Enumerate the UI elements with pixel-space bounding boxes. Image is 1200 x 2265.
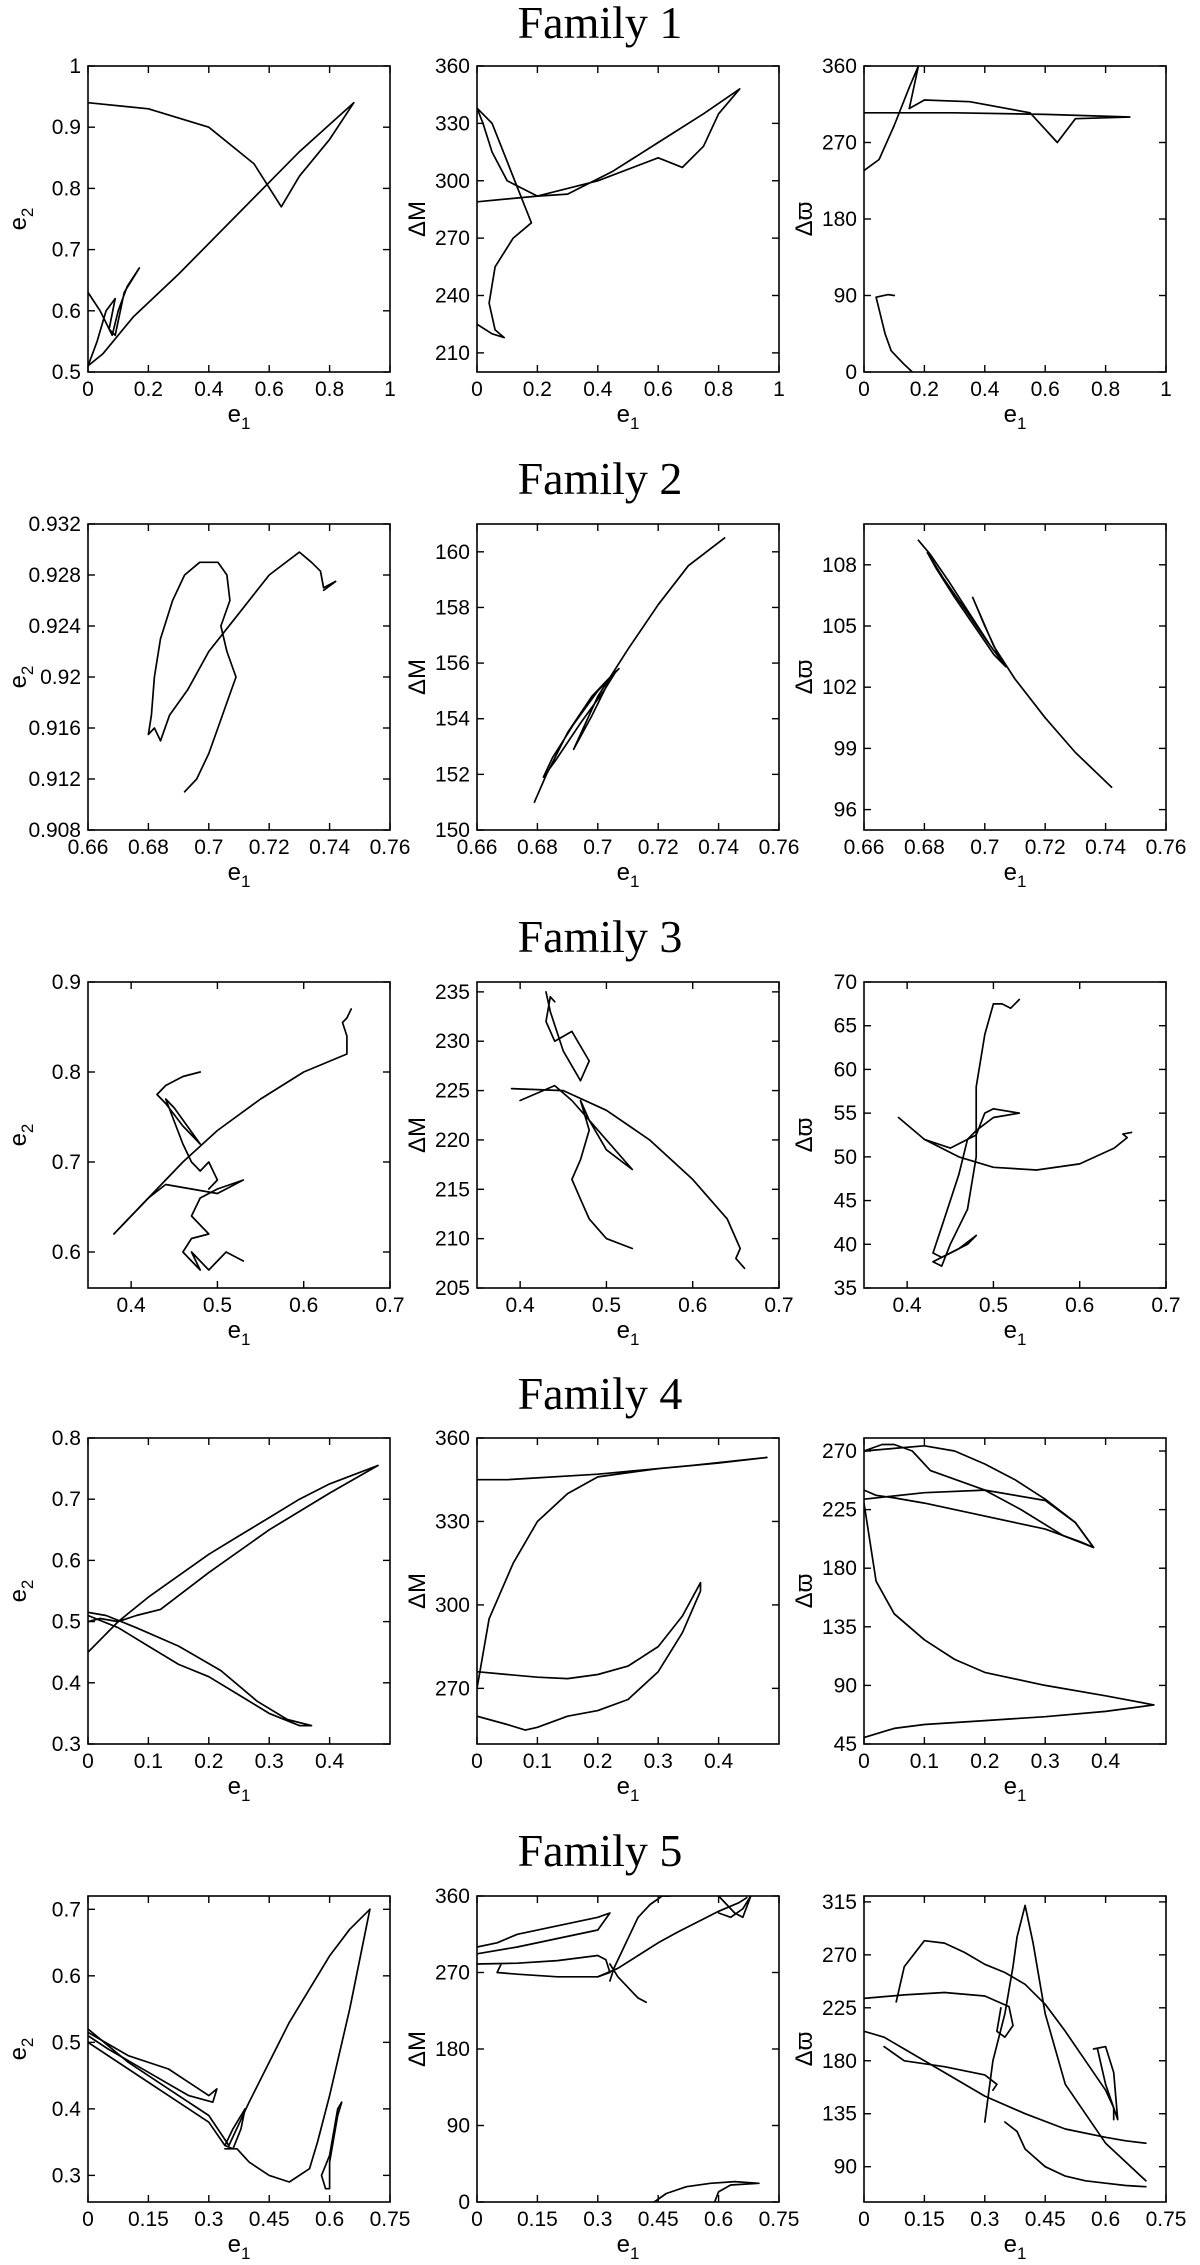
- x-tick-label: 1: [1160, 378, 1172, 401]
- x-tick-label: 0: [82, 378, 94, 401]
- x-axis-label: $e_1$: [1003, 859, 1027, 891]
- y-tick-label: 0.932: [28, 513, 81, 536]
- family-title: Family 1: [517, 0, 683, 48]
- x-tick-label: 0.75: [758, 2208, 800, 2231]
- family-title: Family 4: [517, 1368, 683, 1419]
- y-tick-label: 160: [434, 540, 470, 564]
- y-tick-label: 360: [434, 1885, 470, 1908]
- x-tick-label: 0.4: [194, 378, 224, 401]
- y-tick-label: 270: [821, 1943, 857, 1967]
- x-tick-label: 0.74: [698, 836, 740, 859]
- x-tick-label: 0.4: [505, 1294, 535, 1317]
- y-tick-label: 270: [821, 131, 857, 155]
- y-tick-label: 360: [821, 55, 857, 78]
- y-tick-label: 0.3: [51, 1733, 81, 1756]
- y-tick-label: 135: [821, 2102, 857, 2126]
- x-axis-label: $e_1$: [616, 2231, 640, 2263]
- y-tick-label: 225: [821, 1996, 857, 2020]
- y-tick-label: 70: [833, 971, 857, 994]
- y-tick-label: 0.7: [51, 1898, 81, 1922]
- x-axis-label: $e_1$: [1003, 1773, 1027, 1805]
- y-tick-label: 0.6: [51, 1241, 81, 1264]
- y-tick-label: 330: [434, 112, 470, 136]
- x-tick-label: 0.3: [194, 2208, 224, 2231]
- x-tick-label: 0: [471, 1750, 483, 1773]
- y-tick-label: 90: [833, 2155, 857, 2179]
- y-tick-label: 180: [821, 2049, 857, 2073]
- y-tick-label: 180: [821, 208, 857, 231]
- x-tick-label: 0.72: [1024, 836, 1066, 859]
- x-tick-label: 0.4: [1090, 1750, 1121, 1773]
- x-tick-label: 0.4: [970, 378, 1000, 401]
- y-axis-label: $e_2$: [5, 1123, 37, 1147]
- y-tick-label: 152: [434, 763, 470, 787]
- y-tick-label: 102: [821, 676, 857, 700]
- x-tick-label: 0.5: [978, 1294, 1009, 1317]
- y-tick-label: 90: [833, 284, 857, 308]
- y-tick-label: 0.8: [51, 177, 81, 201]
- y-tick-label: 0.7: [51, 1488, 81, 1512]
- x-tick-label: 0.2: [970, 1750, 1000, 1773]
- x-tick-label: 0.3: [1030, 1750, 1060, 1773]
- y-tick-label: 0.9: [51, 971, 81, 994]
- y-tick-label: 0.4: [51, 1671, 81, 1695]
- x-tick-label: 0.3: [254, 1750, 284, 1773]
- y-tick-label: 0.6: [51, 1549, 81, 1573]
- y-tick-label: 270: [434, 1677, 470, 1701]
- y-tick-label: 215: [434, 1178, 470, 1202]
- y-axis-label: ΔM: [404, 2030, 431, 2068]
- x-tick-label: 0.75: [369, 2208, 411, 2231]
- x-tick-label: 1: [773, 378, 785, 401]
- x-tick-label: 0.15: [903, 2208, 945, 2231]
- y-tick-label: 235: [434, 980, 470, 1004]
- y-tick-label: 220: [434, 1128, 470, 1152]
- x-tick-label: 0.7: [1151, 1294, 1181, 1317]
- y-tick-label: 270: [821, 1440, 857, 1464]
- family-title: Family 2: [517, 453, 683, 504]
- x-axis-label: $e_1$: [227, 401, 251, 433]
- y-axis-label: $e_2$: [5, 2037, 37, 2061]
- y-tick-label: 270: [434, 1961, 470, 1985]
- y-tick-label: 45: [833, 1189, 857, 1213]
- x-tick-label: 0.3: [970, 2208, 1000, 2231]
- y-tick-label: 270: [434, 227, 470, 251]
- x-tick-label: 0.6: [254, 378, 284, 401]
- x-tick-label: 0.15: [516, 2208, 558, 2231]
- y-tick-label: 0.8: [51, 1061, 81, 1084]
- x-tick-label: 0.2: [133, 378, 164, 401]
- x-tick-label: 0.6: [1090, 2208, 1121, 2231]
- y-tick-label: 156: [434, 652, 470, 676]
- y-tick-label: 180: [821, 1557, 857, 1581]
- y-tick-label: 0.7: [51, 1151, 81, 1174]
- y-tick-label: 158: [434, 596, 470, 620]
- y-tick-label: 90: [446, 2114, 470, 2138]
- y-tick-label: 0.928: [28, 564, 81, 587]
- x-tick-label: 0.5: [202, 1294, 233, 1317]
- y-axis-label: ΔM: [404, 1116, 431, 1154]
- family-title: Family 3: [517, 911, 683, 962]
- y-tick-label: 0: [458, 2191, 470, 2214]
- x-axis-label: $e_1$: [616, 859, 640, 891]
- y-tick-label: 0.5: [51, 1610, 81, 1634]
- x-tick-label: 0.66: [456, 836, 498, 859]
- y-tick-label: 210: [434, 1227, 470, 1251]
- y-tick-label: 55: [833, 1102, 857, 1126]
- x-tick-label: 0.7: [970, 836, 1000, 859]
- x-axis-label: $e_1$: [1003, 2231, 1027, 2263]
- y-tick-label: 40: [833, 1233, 857, 1257]
- x-tick-label: 0: [858, 378, 870, 401]
- x-tick-label: 0.68: [903, 836, 945, 859]
- x-tick-label: 0.72: [637, 836, 679, 859]
- x-tick-label: 0.68: [127, 836, 169, 859]
- y-tick-label: 225: [821, 1498, 857, 1522]
- y-axis-label: Δϖ: [791, 201, 818, 237]
- y-tick-label: 0.924: [28, 615, 81, 638]
- y-tick-label: 0: [845, 361, 857, 384]
- y-tick-label: 300: [434, 1593, 470, 1617]
- x-tick-label: 0.8: [1090, 378, 1121, 401]
- x-tick-label: 0.7: [583, 836, 613, 859]
- y-tick-label: 0.5: [51, 2031, 81, 2055]
- y-axis-label: Δϖ: [791, 2031, 818, 2067]
- y-tick-label: 65: [833, 1014, 857, 1038]
- y-tick-label: 0.5: [51, 361, 81, 384]
- y-tick-label: 360: [434, 1427, 470, 1450]
- y-axis-label: ΔM: [404, 658, 431, 696]
- x-tick-label: 1: [384, 378, 396, 401]
- y-tick-label: 300: [434, 169, 470, 193]
- x-tick-label: 0.4: [703, 1750, 734, 1773]
- y-tick-label: 0.9: [51, 116, 81, 140]
- y-axis-label: Δϖ: [791, 1573, 818, 1609]
- x-tick-label: 0.68: [516, 836, 558, 859]
- y-tick-label: 45: [833, 1733, 857, 1756]
- x-axis-label: $e_1$: [616, 1317, 640, 1349]
- y-tick-label: 60: [833, 1058, 857, 1082]
- x-tick-label: 0.6: [643, 378, 673, 401]
- x-axis-label: $e_1$: [227, 859, 251, 891]
- y-tick-label: 0.916: [28, 717, 81, 740]
- y-axis-label: $e_2$: [5, 207, 37, 231]
- x-axis-label: $e_1$: [616, 1773, 640, 1805]
- x-tick-label: 0: [471, 2208, 483, 2231]
- x-tick-label: 0.8: [314, 378, 345, 401]
- y-axis-label: Δϖ: [791, 1117, 818, 1153]
- x-tick-label: 0.4: [892, 1294, 922, 1317]
- x-tick-label: 0.6: [289, 1294, 319, 1317]
- x-tick-label: 0.6: [1065, 1294, 1095, 1317]
- y-tick-label: 225: [434, 1079, 470, 1103]
- y-axis-label: ΔM: [404, 1572, 431, 1610]
- x-tick-label: 0.7: [194, 836, 224, 859]
- y-axis-label: ΔM: [404, 200, 431, 238]
- y-tick-label: 35: [833, 1277, 857, 1300]
- y-tick-label: 1: [69, 55, 81, 78]
- y-tick-label: 135: [821, 1615, 857, 1639]
- x-tick-label: 0.74: [1085, 836, 1127, 859]
- y-axis-label: $e_2$: [5, 1579, 37, 1603]
- x-tick-label: 0.6: [314, 2208, 345, 2231]
- x-tick-label: 0: [471, 378, 483, 401]
- y-tick-label: 180: [434, 2038, 470, 2061]
- y-tick-label: 0.912: [28, 768, 81, 791]
- y-tick-label: 0.8: [51, 1427, 81, 1450]
- y-tick-label: 90: [833, 1674, 857, 1698]
- y-tick-label: 210: [434, 341, 470, 365]
- x-tick-label: 0.72: [248, 836, 290, 859]
- y-tick-label: 0.3: [51, 2164, 81, 2188]
- x-tick-label: 0.15: [127, 2208, 169, 2231]
- y-tick-label: 230: [434, 1030, 470, 1054]
- x-tick-label: 0.5: [591, 1294, 622, 1317]
- x-tick-label: 0: [858, 2208, 870, 2231]
- x-tick-label: 0.3: [643, 1750, 673, 1773]
- x-tick-label: 0.45: [637, 2208, 679, 2231]
- x-tick-label: 0.6: [703, 2208, 734, 2231]
- x-tick-label: 0: [82, 2208, 94, 2231]
- y-tick-label: 240: [434, 284, 470, 308]
- y-tick-label: 330: [434, 1510, 470, 1534]
- y-tick-label: 0.92: [40, 666, 81, 689]
- x-tick-label: 0: [858, 1750, 870, 1773]
- x-axis-label: $e_1$: [227, 1773, 251, 1805]
- x-tick-label: 0.45: [1024, 2208, 1066, 2231]
- x-tick-label: 0.76: [758, 836, 800, 859]
- x-tick-label: 0.2: [194, 1750, 224, 1773]
- x-tick-label: 0.4: [583, 378, 613, 401]
- y-tick-label: 0.7: [51, 238, 81, 262]
- family-title: Family 5: [517, 1825, 683, 1876]
- y-tick-label: 105: [821, 615, 857, 638]
- x-tick-label: 0.4: [314, 1750, 345, 1773]
- y-tick-label: 0.6: [51, 1964, 81, 1988]
- x-tick-label: 0.6: [678, 1294, 708, 1317]
- x-tick-label: 0.66: [67, 836, 109, 859]
- x-tick-label: 0.45: [248, 2208, 290, 2231]
- x-tick-label: 0.7: [764, 1294, 794, 1317]
- y-tick-label: 96: [833, 798, 857, 822]
- y-axis-label: Δϖ: [791, 659, 818, 695]
- x-axis-label: $e_1$: [227, 2231, 251, 2263]
- x-tick-label: 0.6: [1030, 378, 1060, 401]
- x-axis-label: $e_1$: [227, 1317, 251, 1349]
- x-tick-label: 0.1: [522, 1750, 553, 1773]
- x-tick-label: 0.74: [309, 836, 351, 859]
- y-tick-label: 108: [821, 553, 857, 577]
- x-axis-label: $e_1$: [1003, 401, 1027, 433]
- y-tick-label: 0.6: [51, 299, 81, 323]
- x-tick-label: 0.2: [909, 378, 940, 401]
- y-tick-label: 150: [434, 819, 470, 842]
- x-tick-label: 0.7: [375, 1294, 405, 1317]
- x-tick-label: 0.76: [369, 836, 411, 859]
- x-tick-label: 0.2: [583, 1750, 613, 1773]
- x-tick-label: 0.3: [583, 2208, 613, 2231]
- y-tick-label: 0.908: [28, 819, 81, 842]
- y-tick-label: 0.4: [51, 2097, 81, 2121]
- y-tick-label: 99: [833, 737, 857, 761]
- y-tick-label: 360: [434, 55, 470, 78]
- y-tick-label: 154: [434, 707, 470, 731]
- x-axis-label: $e_1$: [1003, 1317, 1027, 1349]
- x-tick-label: 0.1: [909, 1750, 940, 1773]
- x-tick-label: 0.2: [522, 378, 553, 401]
- x-tick-label: 0.66: [843, 836, 885, 859]
- x-tick-label: 0.76: [1145, 836, 1187, 859]
- x-tick-label: 0.1: [133, 1750, 164, 1773]
- y-tick-label: 205: [434, 1277, 470, 1300]
- x-axis-label: $e_1$: [616, 401, 640, 433]
- y-tick-label: 315: [821, 1890, 857, 1914]
- y-tick-label: 50: [833, 1145, 857, 1169]
- x-tick-label: 0.4: [116, 1294, 146, 1317]
- x-tick-label: 0.8: [703, 378, 734, 401]
- x-tick-label: 0.75: [1145, 2208, 1187, 2231]
- x-tick-label: 0: [82, 1750, 94, 1773]
- y-axis-label: $e_2$: [5, 665, 37, 689]
